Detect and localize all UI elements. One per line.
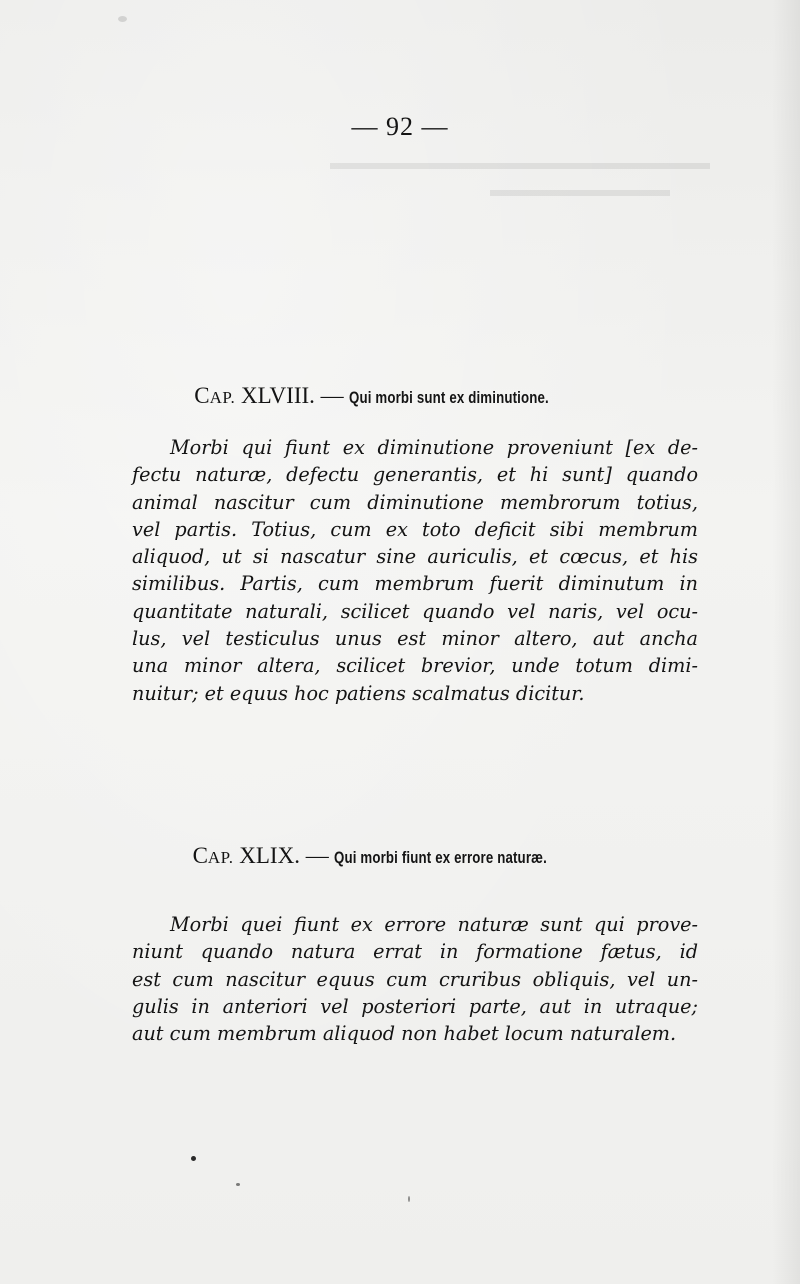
chapter-number: XLVIII. [241, 383, 315, 408]
chapter-paragraph [132, 911, 698, 1047]
chapter-heading [0, 843, 800, 869]
cap-label-rest: AP. [209, 388, 236, 407]
text-line: quantitate naturali, scilicet quando vel naris, vel ocu- [132, 599, 698, 623]
cap-label-initial: C [194, 383, 210, 408]
text-line: aliquod, ut si nascatur sine auriculis, et cœcus, et his [132, 545, 698, 569]
text-line: gulis in anteriori vel posteriori parte, aut in utraque; [132, 994, 698, 1018]
chapter-number: XLIX. [239, 843, 300, 868]
page-number: — 92 — [351, 112, 449, 141]
text-line: fectu naturæ, defectu generantis, et hi sunt] quando [132, 463, 698, 487]
text-line: est cum nascitur equus cum cruribus obliquis, vel un- [132, 967, 698, 991]
text-line: nuitur; et equus hoc patiens scalmatus dicitur. [132, 681, 585, 705]
chapter-title: Qui morbi sunt ex diminutione. [349, 388, 550, 407]
ink-speck [118, 16, 127, 22]
heading-dash: — [320, 383, 344, 408]
text-line: similibus. Partis, cum membrum fuerit diminutum in [132, 572, 698, 596]
ink-speck [408, 1196, 410, 1202]
cap-label-rest: AP. [207, 848, 234, 867]
ink-speck [236, 1183, 240, 1186]
text-line: lus, vel testiculus unus est minor altero, aut ancha [132, 627, 698, 651]
cap-label-initial: C [192, 843, 208, 868]
text-line: niunt quando natura errat in formatione fætus, id [132, 940, 698, 964]
text-line: Morbi qui fiunt ex diminutione proveniunt [ex de- [170, 436, 698, 459]
text-line: una minor altera, scilicet brevior, unde totum dimi- [132, 654, 698, 678]
chapter-title: Qui morbi fiunt ex errore naturæ. [334, 848, 548, 867]
heading-dash: — [305, 843, 329, 868]
text-line: vel partis. Totius, cum ex toto deficit sibi membrum [132, 517, 698, 541]
chapter-paragraph [132, 434, 698, 707]
page-edge-shadow [772, 0, 800, 1284]
bleed-through-texture: ▬▬▬▬▬▬▬▬▬▬▬▬▬▬▬▬▬▬▬ ▬▬▬▬▬▬▬▬▬ [330, 152, 710, 201]
chapter-heading [0, 383, 800, 409]
ink-speck [191, 1156, 196, 1161]
text-line: aut cum membrum aliquod non habet locum naturalem. [132, 1022, 677, 1046]
text-line: animal nascitur cum diminutione membrorum totius, [132, 490, 698, 514]
text-line: Morbi quei fiunt ex errore naturæ sunt qui prove- [170, 913, 698, 936]
